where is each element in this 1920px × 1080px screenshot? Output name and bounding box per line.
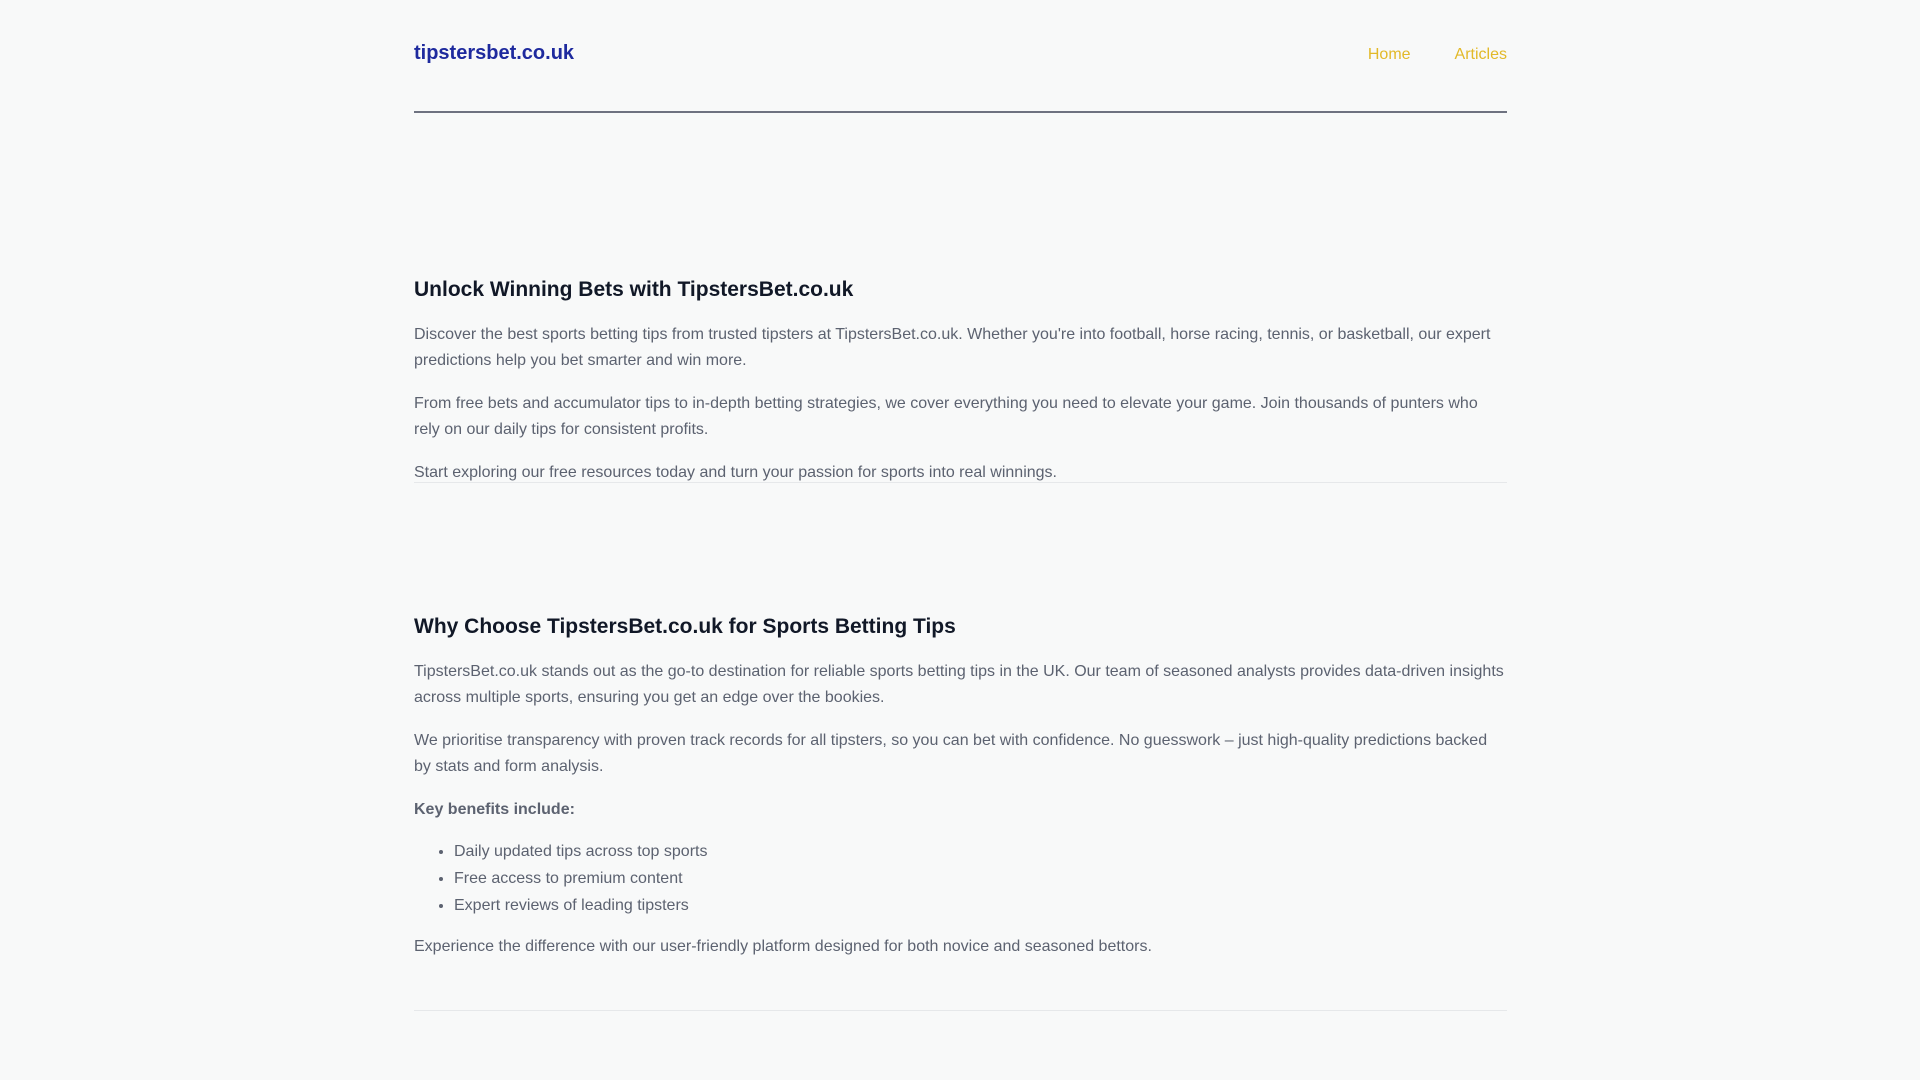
benefits-heading: Key benefits include: [414,801,575,818]
benefit-item: • Daily updated tips across top sports [454,838,1507,865]
intro-paragraph-3: Start exploring our free resources today and turn your passion for sports into real winnings. [414,464,1057,481]
why-choose-paragraph-1: TipstersBet.co.uk stands out as the go-to destination for reliable sports betting tips in the UK. Our team of seasoned analysts provides data-driven insights across multiple sports, ensuring you get an edge over the bookies. [414,663,1504,706]
benefit-item: • Free access to premium content [454,865,1507,892]
why-choose-heading: Why Choose TipstersBet.co.uk for Sports Betting Tips [414,615,956,638]
intro-paragraph-2: From free bets and accumulator tips to in-depth betting strategies, we cover everything you need to elevate your game. Join thousands of punters who rely on our daily tips for consistent profits. [414,395,1478,438]
nav-articles-link[interactable]: Articles [1454,46,1507,63]
site-header [414,0,1507,113]
benefit-item: • Expert reviews of leading tipsters [454,892,1507,919]
intro-paragraph-1: Discover the best sports betting tips from trusted tipsters at TipstersBet.co.uk. Whether you're into football, horse racing, tennis, or basketball, our expert predictions help you bet smarter and win more. [414,326,1491,369]
intro-section [414,111,1507,483]
site-logo-link[interactable]: tipstersbet.co.uk [414,42,575,64]
nav-home-link[interactable]: Home [1367,46,1411,63]
main-nav [1368,46,1507,64]
page-container [414,0,1507,955]
intro-heading: Unlock Winning Bets with TipstersBet.co.uk [414,278,854,301]
why-choose-section [414,537,1507,1011]
why-choose-closing: Experience the difference with our user-friendly platform designed for both novice and seasoned bettors. [414,938,1152,955]
benefits-list [414,838,1507,919]
why-choose-paragraph-2: We prioritise transparency with proven track records for all tipsters, so you can bet with confidence. No guesswork – just high-quality predictions backed by stats and form analysis. [414,732,1488,775]
